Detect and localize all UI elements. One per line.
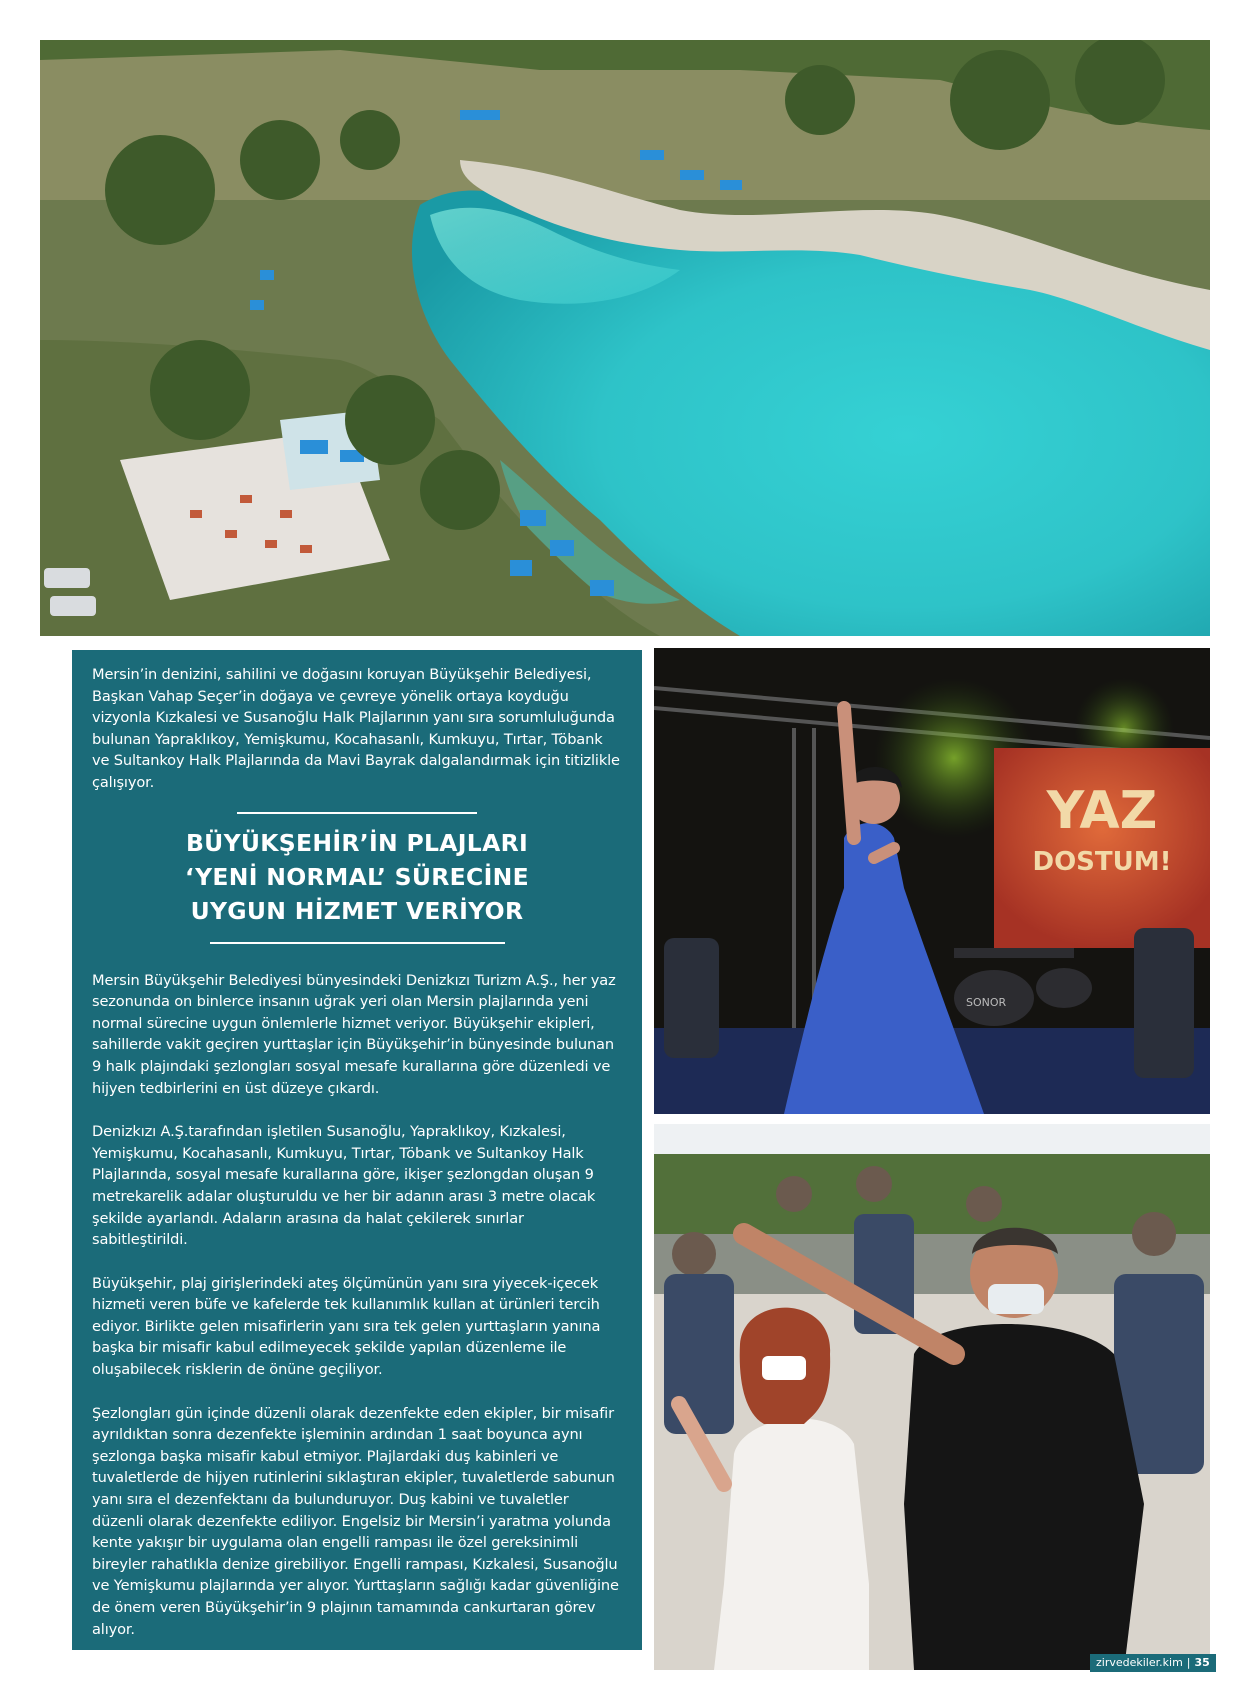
headline-divider-top [237,812,477,814]
drum-brand-label: SONOR [966,996,1007,1009]
body-paragraph-4: Şezlongları gün içinde düzenli olarak dezenfekte eden ekipler, bir misafir ayrıldıktan sonra dezenfekte işleminin ardından 1 saat boyunca aynı şezlonga başka misafir kabul etmiyor. Plajlardaki duş kabinleri ve tuvaletlerde de hijyen rutinlerini sıklaştıran ekipler, tuvaletlerde sabunun yanı sıra el dezenfektanı da bulunduruyor. Duş kabini ve tuvaletler düzenli olarak dezenfekte ediliyor. Engelsiz bir Mersin’i yaratma yolunda kente yakışır bir uygulama olan engelli rampası ile özel gereksinimli bireyler rahatlıkla denize girebiliyor. Engelli rampası, Kızkalesi, Susanoğlu ve Yemişkumu plajlarında yer alıyor. Yurttaşların sağlığı kadar güvenliğine de önem veren Büyükşehir’in 9 plajının tamamında cankurtaran görev alıyor. [92,1404,619,1638]
headline-line-1: BÜYÜKŞEHİR’İN PLAJLARI [185,828,529,857]
concert-sign-line-1: YAZ [1046,781,1158,841]
concert-photo [654,648,1210,1114]
article-text-panel [72,650,642,1650]
intro-paragraph: Mersin’in denizini, sahilini ve doğasını koruyan Büyükşehir Belediyesi, Başkan Vahap Seçer’in doğaya ve çevreye yönelik ortaya koyduğu vizyonla Kızkalesi ve Susanoğlu Halk Plajlarının yanı sıra sorumluluğunda bulunan Yapraklıkoy, Yemişkumu, Kocahasanlı, Kumkuyu, Tırtar, Töbank ve Sultankoy Halk Plajlarında da Mavi Bayrak dalgalandırmak için titizlikle çalışıyor. [92,666,620,791]
article-headline [92,826,622,928]
site-name: zirvedekiler.kim [1096,1656,1183,1669]
aerial-beach-photo [40,40,1210,636]
concert-sign-line-2: DOSTUM! [1032,847,1172,877]
body-paragraph-3: Büyükşehir, plaj girişlerindeki ateş ölçümünün yanı sıra yiyecek-içecek hizmeti veren büfe ve kafelerde tek kullanımlık kullan at ürünleri tercih ediyor. Birlikte gelen misafirlerin yanı sıra tek gelen yurttaşların yanına başka bir misafir kabul edilmeyecek şekilde yapılan düzenleme ile oluşabilecek risklerin de önüne geçiliyor. [92,1274,601,1379]
body-paragraph-2: Denizkızı A.Ş.tarafından işletilen Susanoğlu, Yapraklıkoy, Kızkalesi, Yemişkumu, Kocahasanlı, Kumkuyu, Tırtar, Töbank ve Sultankoy Halk Plajlarında, sosyal mesafe kurallarına göre, ikişer şezlongdan oluşan 9 metrekarelik adalar oluşturuldu ve her bir adanın arası 3 metre olacak şekilde ayarlandı. Adaların arasına da halat çekilerek sınırlar sabitleştirildi. [92,1123,596,1249]
footer-separator: | [1186,1656,1191,1669]
crowd-photo [654,1124,1210,1670]
headline-line-2: ‘YENİ NORMAL’ SÜRECİNE [185,862,529,891]
headline-divider-bottom [210,942,505,944]
body-paragraph-1: Mersin Büyükşehir Belediyesi bünyesindeki Denizkızı Turizm A.Ş., her yaz sezonunda on binlerce insanın uğrak yeri olan Mersin plajlarında yeni normal sürecine uygun önlemlerle hizmet veriyor. Büyükşehir ekipleri, sahillerde vakit geçiren yurttaşlar için Büyükşehir’in bünyesinde bulunan 9 halk plajındaki şezlongları sosyal mesafe kurallarına göre düzenledi ve hijyen tedbirlerini en üst düzeye çıkardı. [92,971,616,1097]
headline-line-3: UYGUN HİZMET VERİYOR [190,896,524,925]
page-number: 35 [1194,1656,1210,1669]
page-footer [1090,1654,1216,1672]
